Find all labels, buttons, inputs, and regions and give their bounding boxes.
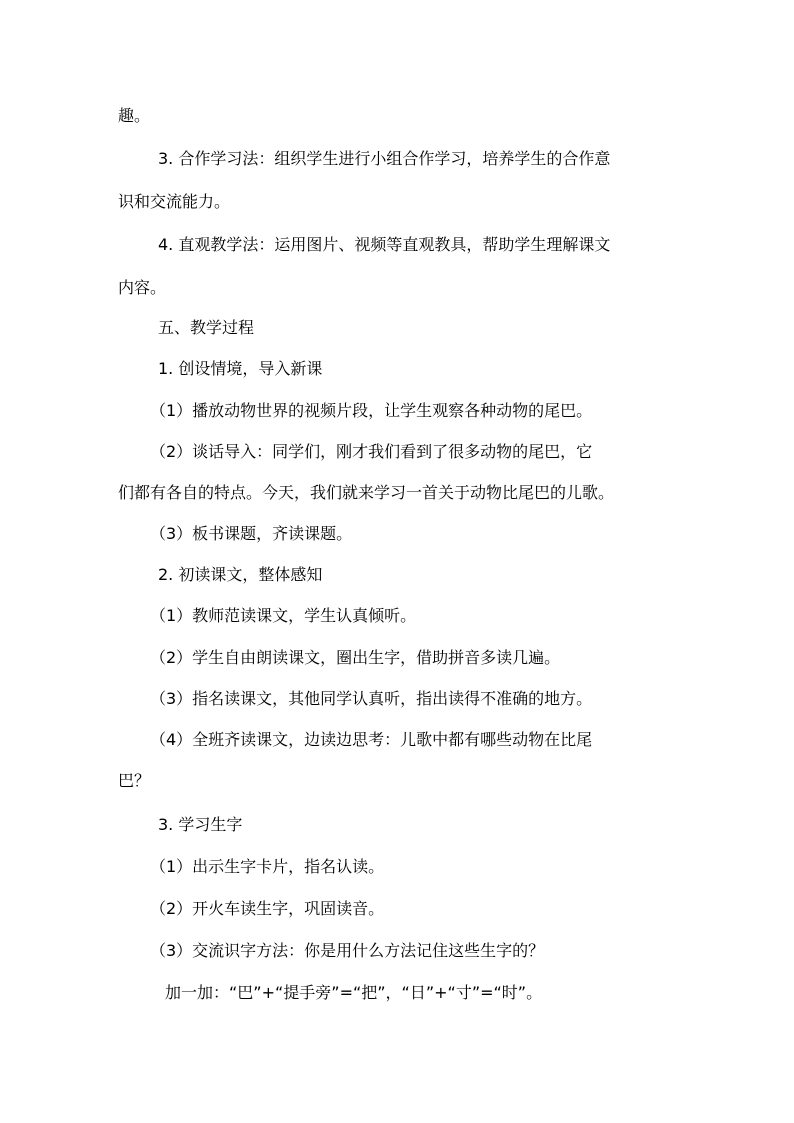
text-line: 加一加：“巴”+“提手旁”=“把”，“日”+“寸”=“时”。 xyxy=(165,983,543,1002)
text-line: 识和交流能力。 xyxy=(118,192,231,211)
text-line: 趣。 xyxy=(118,106,151,125)
text-line: （4）全班齐读课文，边读边思考：儿歌中都有哪些动物在比尾 xyxy=(150,730,593,749)
text-line: 4. 直观教学法：运用图片、视频等直观教具，帮助学生理解课文 xyxy=(158,235,611,254)
text-line: （1）教师范读课文，学生认真倾听。 xyxy=(150,606,417,625)
subsection-heading: 1. 创设情境，导入新课 xyxy=(158,359,323,378)
section-heading: 五、教学过程 xyxy=(158,318,255,337)
subsection-heading: 2. 初读课文，整体感知 xyxy=(158,565,323,584)
subsection-heading: 3. 学习生字 xyxy=(158,815,243,834)
text-line: 们都有各自的特点。今天，我们就来学习一首关于动物比尾巴的儿歌。 xyxy=(118,483,615,502)
text-line: 3. 合作学习法：组织学生进行小组合作学习，培养学生的合作意 xyxy=(158,149,611,168)
text-line: （2）谈话导入：同学们，刚才我们看到了很多动物的尾巴，它 xyxy=(150,442,593,461)
text-line: （2）学生自由朗读课文，圈出生字，借助拼音多读几遍。 xyxy=(150,648,561,667)
text-line: （1）出示生字卡片，指名认读。 xyxy=(150,857,385,876)
text-line: （3）指名读课文，其他同学认真听，指出读得不准确的地方。 xyxy=(150,689,593,708)
text-line: （3）板书课题，齐读课题。 xyxy=(150,524,353,543)
text-line: 巴？ xyxy=(118,771,151,790)
text-line: （1）播放动物世界的视频片段，让学生观察各种动物的尾巴。 xyxy=(150,401,593,420)
text-line: （2）开火车读生字，巩固读音。 xyxy=(150,899,385,918)
text-line: （3）交流识字方法：你是用什么方法记住这些生字的？ xyxy=(150,941,545,960)
text-line: 内容。 xyxy=(118,278,167,297)
